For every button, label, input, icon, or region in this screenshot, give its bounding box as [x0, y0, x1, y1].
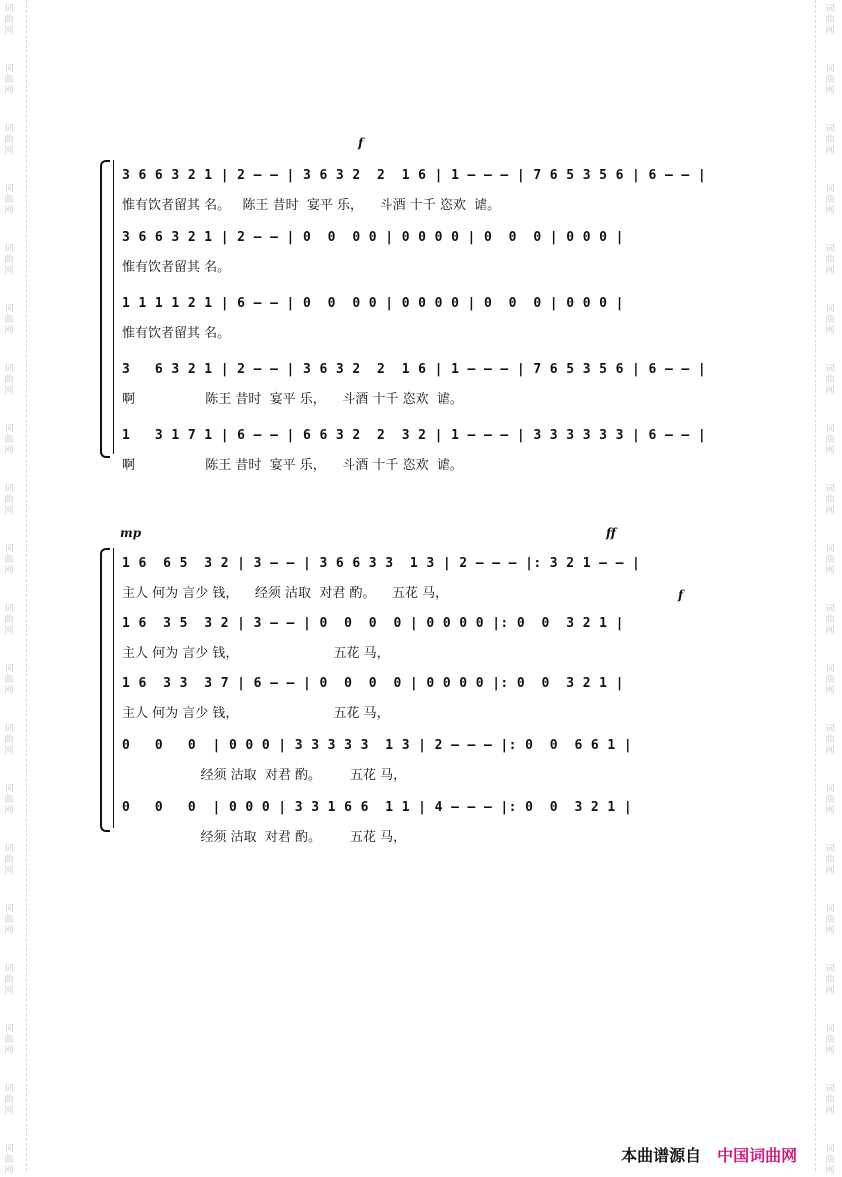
watermark-text: 词 曲 网: [825, 424, 835, 456]
voice-row: [100, 358, 742, 418]
watermark-text: 词 曲 网: [825, 1084, 835, 1116]
watermark-text: 词 曲 网: [4, 844, 14, 876]
score-system-2: [100, 526, 742, 848]
watermark-text: 词 曲 网: [825, 724, 835, 756]
watermark-column-right: [815, 0, 842, 1176]
watermark-text: 词 曲 网: [825, 844, 835, 876]
watermark-text: 词 曲 网: [4, 964, 14, 996]
notes-line: 1 3 1 7 1 | 6 – – | 6 6 3 2 2 3 2 | 1 – – – | 3 3 3 3 3 3 | 6 – – |: [122, 428, 707, 443]
watermark-text: 词 曲 网: [825, 484, 835, 516]
voice-row: [100, 796, 742, 856]
dynamic-marking: ff: [606, 526, 616, 540]
watermark-text: 词 曲 网: [4, 304, 14, 336]
lyrics-line: 经须 沽取 对君 酌。 五花 马，: [122, 768, 407, 783]
watermark-text: 词 曲 网: [4, 244, 14, 276]
lyrics-line: 惟有饮者留其 名。: [122, 326, 231, 341]
watermark-text: 词 曲 网: [4, 184, 14, 216]
watermark-text: 词 曲 网: [4, 1084, 14, 1116]
watermark-text: 词 曲 网: [825, 604, 835, 636]
notes-line: 3 6 6 3 2 1 | 2 – – | 0 0 0 0 | 0 0 0 0 | 0 0 0 | 0 0 0 |: [122, 230, 624, 245]
notes-line: 0 0 0 | 0 0 0 | 3 3 3 3 3 1 3 | 2 – – – |: 0 0 6 6 1 |: [122, 738, 633, 753]
lyrics-line: 主人 何为 言少 钱， 经须 沽取 对君 酌。 五花 马，: [122, 586, 449, 601]
voice-row: [100, 552, 742, 612]
watermark-text: 词 曲 网: [825, 664, 835, 696]
watermark-text: 词 曲 网: [825, 364, 835, 396]
watermark-text: 词 曲 网: [4, 604, 14, 636]
watermark-text: 词 曲 网: [4, 904, 14, 936]
watermark-text: 词 曲 网: [825, 244, 835, 276]
watermark-text: 词 曲 网: [825, 964, 835, 996]
watermark-text: 词 曲 网: [825, 1144, 835, 1176]
watermark-text: 词 曲 网: [4, 364, 14, 396]
score-system-1: [100, 136, 742, 473]
source-footer: [610, 1124, 797, 1166]
voice-row: [100, 734, 742, 794]
lyrics-line: 主人 何为 言少 钱， 五花 马，: [122, 706, 390, 721]
notes-line: 1 6 3 5 3 2 | 3 – – | 0 0 0 0 | 0 0 0 0 |: 0 0 3 2 1 |: [122, 616, 624, 631]
notes-line: 3 6 3 2 1 | 2 – – | 3 6 3 2 2 1 6 | 1 – – – | 7 6 5 3 5 6 | 6 – – |: [122, 362, 707, 377]
notes-line: 3 6 6 3 2 1 | 2 – – | 3 6 3 2 2 1 6 | 1 – – – | 7 6 5 3 5 6 | 6 – – |: [122, 168, 707, 183]
watermark-text: 词 曲 网: [4, 1144, 14, 1176]
watermark-text: 词 曲 网: [4, 544, 14, 576]
watermark-text: 词 曲 网: [4, 4, 14, 36]
voice-row: [100, 226, 742, 286]
watermark-text: 词 曲 网: [825, 1024, 835, 1056]
watermark-text: 词 曲 网: [4, 124, 14, 156]
notes-line: 1 1 1 1 2 1 | 6 – – | 0 0 0 0 | 0 0 0 0 | 0 0 0 | 0 0 0 |: [122, 296, 624, 311]
watermark-text: 词 曲 网: [825, 904, 835, 936]
lyrics-line: 惟有饮者留其 名。: [122, 260, 231, 275]
watermark-text: 词 曲 网: [4, 484, 14, 516]
voice-row: [100, 672, 742, 732]
voice-row: [100, 292, 742, 352]
watermark-text: 词 曲 网: [825, 124, 835, 156]
lyrics-line: 经须 沽取 对君 酌。 五花 马，: [122, 830, 407, 845]
notes-line: 0 0 0 | 0 0 0 | 3 3 1 6 6 1 1 | 4 – – – |: 0 0 3 2 1 |: [122, 800, 633, 815]
watermark-text: 词 曲 网: [4, 1024, 14, 1056]
watermark-text: 词 曲 网: [4, 784, 14, 816]
lyrics-line: 啊 陈王 昔时 宴平 乐， 斗酒 十千 恣欢 谑。: [122, 392, 463, 407]
voice-row: [100, 164, 742, 224]
watermark-text: 词 曲 网: [4, 664, 14, 696]
brand-link[interactable]: 中国词曲网: [717, 1146, 798, 1165]
watermark-column-left: [0, 0, 27, 1176]
notes-line: 1 6 3 3 3 7 | 6 – – | 0 0 0 0 | 0 0 0 0 |: 0 0 3 2 1 |: [122, 676, 624, 691]
lyrics-line: 啊 陈王 昔时 宴平 乐， 斗酒 十千 恣欢 谑。: [122, 458, 463, 473]
dynamic-marking: f: [678, 588, 684, 602]
watermark-text: 词 曲 网: [4, 424, 14, 456]
watermark-text: 词 曲 网: [825, 544, 835, 576]
dynamic-marking: mp: [120, 526, 142, 540]
watermark-text: 词 曲 网: [825, 64, 835, 96]
watermark-text: 词 曲 网: [4, 64, 14, 96]
watermark-text: 词 曲 网: [825, 784, 835, 816]
lyrics-line: 主人 何为 言少 钱， 五花 马，: [122, 646, 390, 661]
source-label: 本曲谱源自: [621, 1146, 702, 1165]
voice-row: [100, 424, 742, 484]
watermark-text: 词 曲 网: [825, 184, 835, 216]
watermark-text: 词 曲 网: [825, 304, 835, 336]
voice-row: [100, 612, 742, 672]
watermark-text: 词 曲 网: [825, 4, 835, 36]
lyrics-line: 惟有饮者留其 名。 陈王 昔时 宴平 乐， 斗酒 十千 恣欢 谑。: [122, 198, 501, 213]
notes-line: 1 6 6 5 3 2 | 3 – – | 3 6 6 3 3 1 3 | 2 – – – |: 3 2 1 – – |: [122, 556, 641, 571]
dynamic-marking: f: [358, 136, 364, 150]
watermark-text: 词 曲 网: [4, 724, 14, 756]
